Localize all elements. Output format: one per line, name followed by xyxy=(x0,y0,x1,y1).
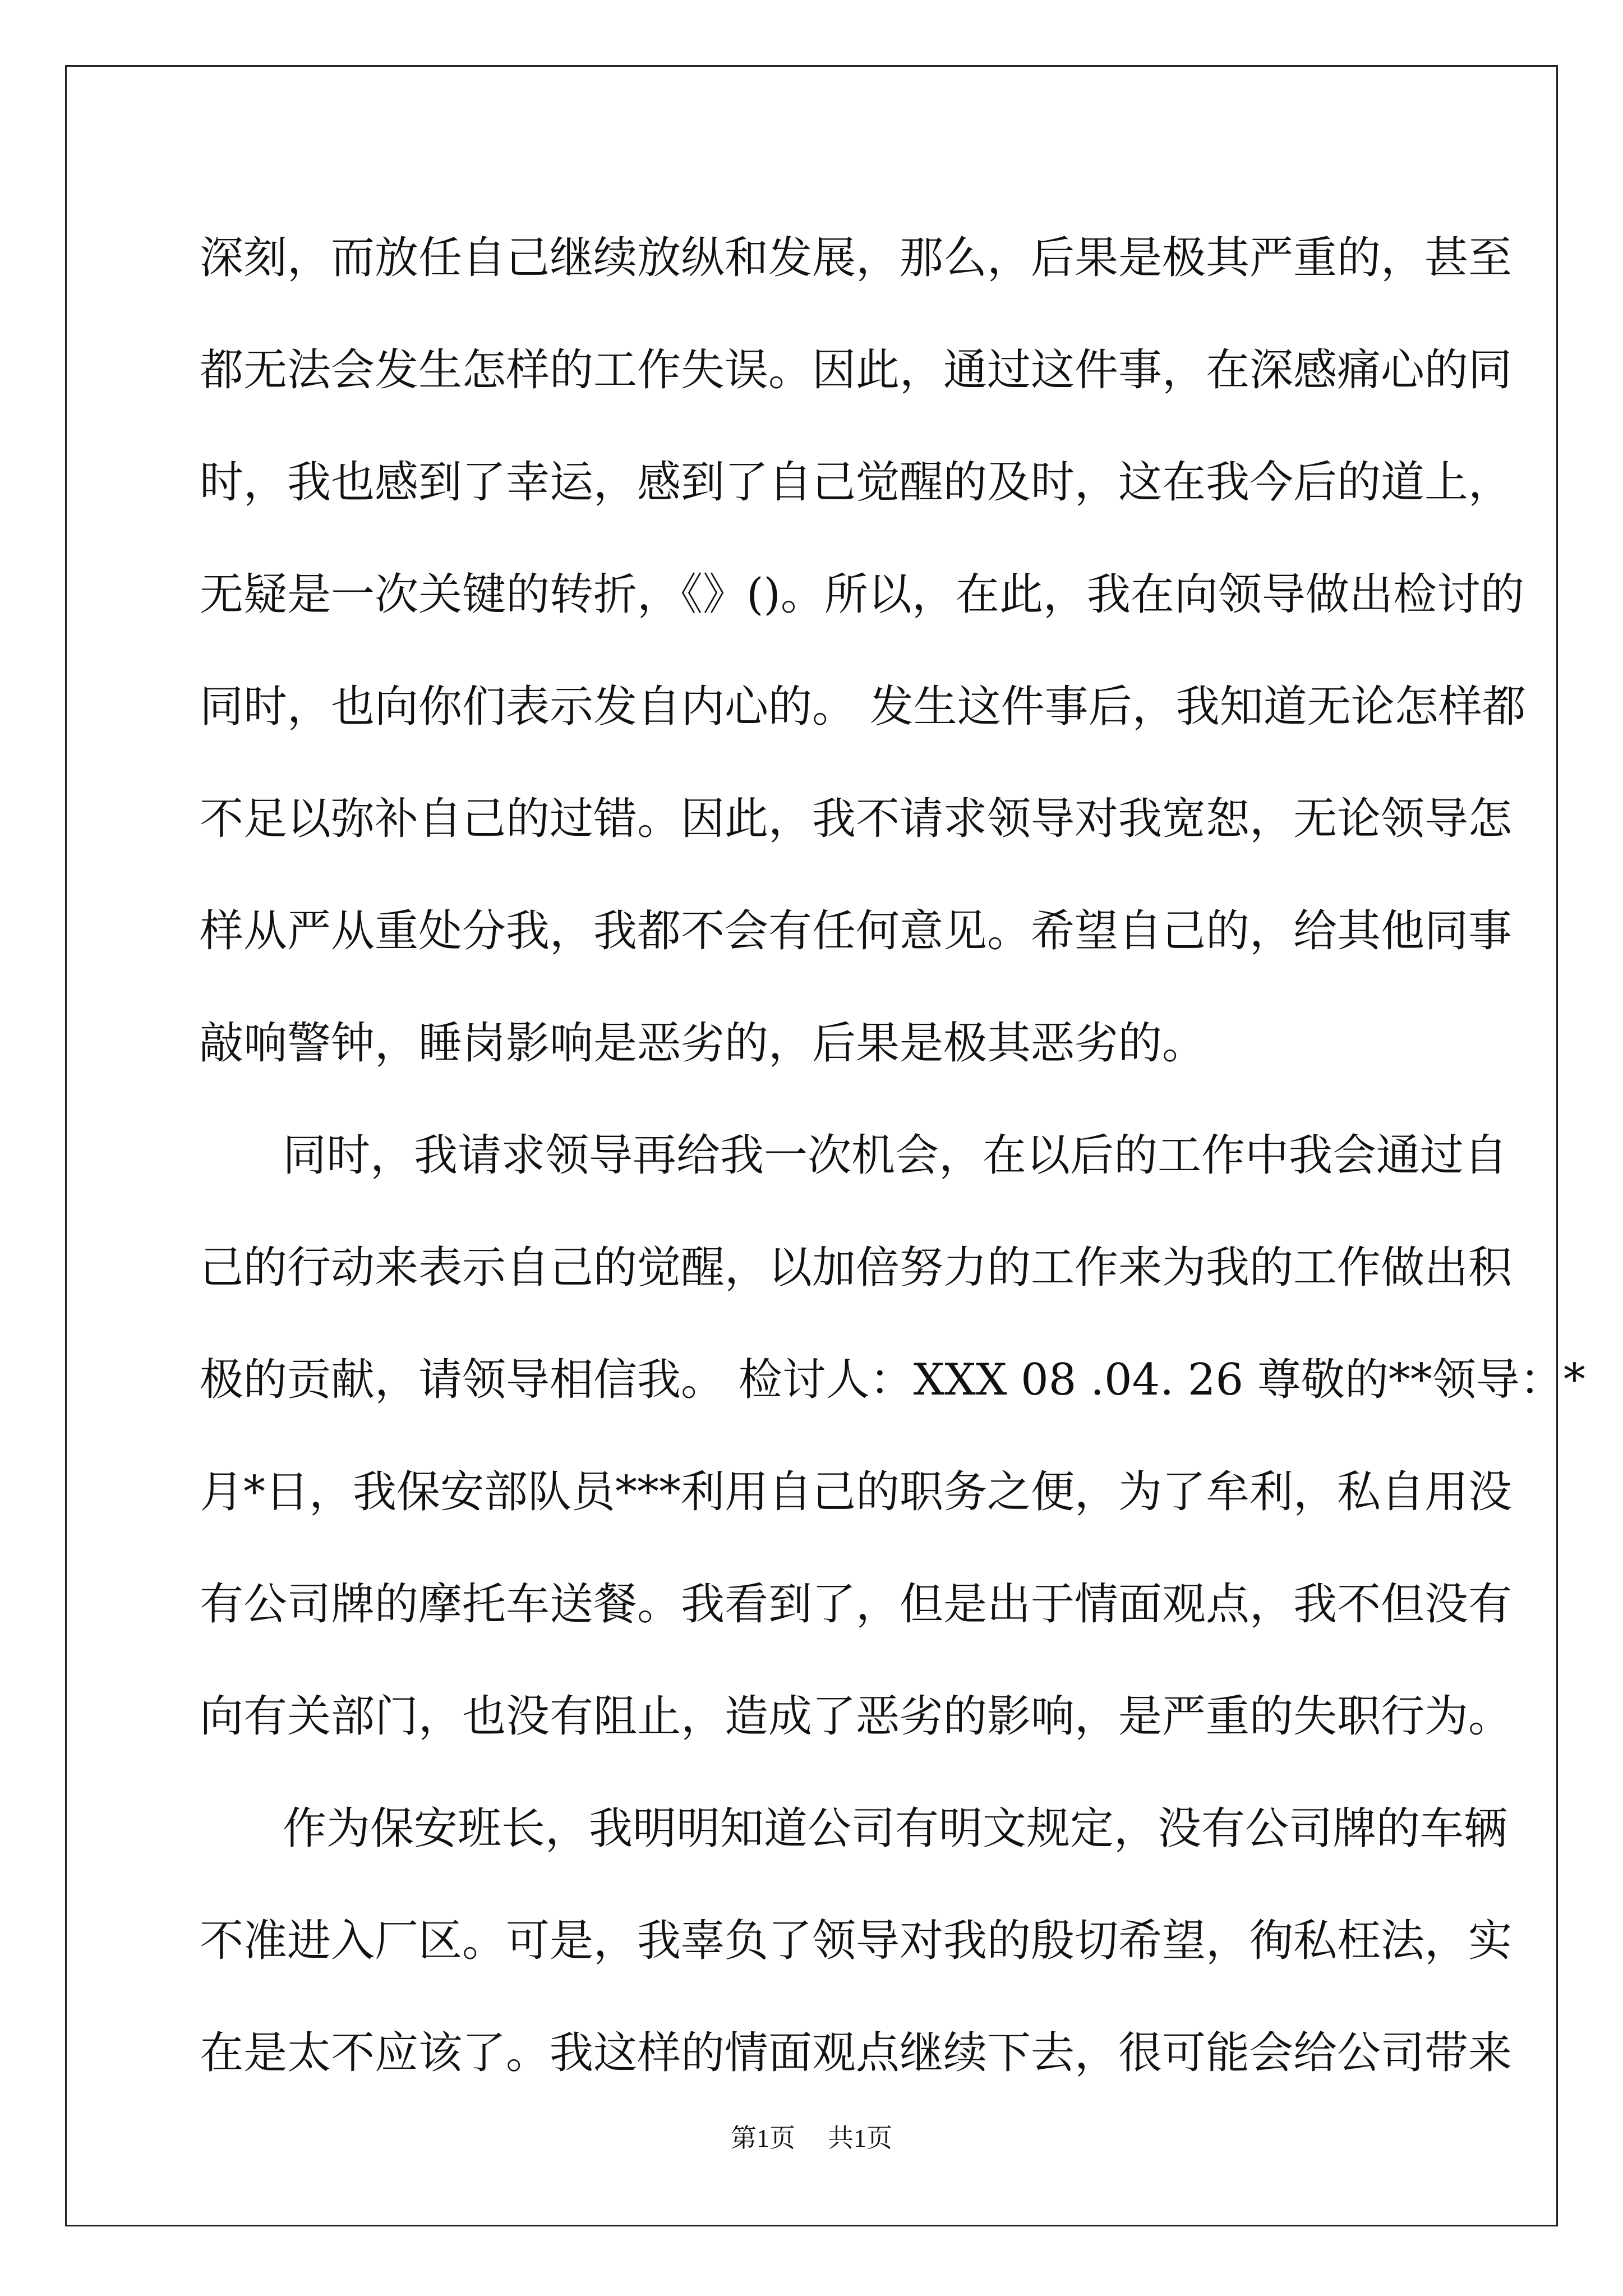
text-line: 向有关部门，也没有阻止，造成了恶劣的影响，是严重的失职行为。 xyxy=(200,1691,1513,1742)
page-footer xyxy=(0,2122,1623,2155)
text-line: 有公司牌的摩托车送餐。我看到了，但是出于情面观点，我不但没有 xyxy=(200,1579,1513,1630)
text-line: 时，我也感到了幸运，感到了自己觉醒的及时，这在我今后的道上， xyxy=(200,457,1513,508)
text-line: 作为保安班长，我明明知道公司有明文规定，没有公司牌的车辆 xyxy=(283,1803,1508,1854)
text-line: 样从严从重处分我，我都不会有任何意见。希望自己的，给其他同事 xyxy=(200,906,1513,956)
text-line: 极的贡献，请领导相信我。 检讨人：XXX 08 .04. 26 尊敬的**领导：* xyxy=(200,1355,1585,1405)
text-line: 都无法会发生怎样的工作失误。因此，通过这件事，在深感痛心的同 xyxy=(200,345,1513,395)
text-line: 深刻，而放任自己继续放纵和发展，那么，后果是极其严重的，甚至 xyxy=(200,233,1513,283)
text-line: 月*日，我保安部队员***利用自己的职务之便，为了牟利，私自用没 xyxy=(200,1467,1513,1517)
text-line: 无疑是一次关键的转折，《》()。所以，在此，我在向领导做出检讨的 xyxy=(200,569,1524,620)
document-body xyxy=(200,202,1585,2109)
text-line: 己的行动来表示自己的觉醒，以加倍努力的工作来为我的工作做出积 xyxy=(200,1243,1513,1293)
text-line: 不足以弥补自己的过错。因此，我不请求领导对我宽恕，无论领导怎 xyxy=(200,794,1513,844)
text-line: 敲响警钟，睡岗影响是恶劣的，后果是极其恶劣的。 xyxy=(200,1018,1206,1069)
text-line: 同时，我请求领导再给我一次机会，在以后的工作中我会通过自 xyxy=(283,1130,1508,1181)
text-line: 在是太不应该了。我这样的情面观点继续下去，很可能会给公司带来 xyxy=(200,2028,1513,2078)
page-number: 第1页 xyxy=(731,2124,795,2152)
page-total: 共1页 xyxy=(828,2124,892,2152)
text-line: 不准进入厂区。可是，我辜负了领导对我的殷切希望，徇私枉法，实 xyxy=(200,1916,1513,1966)
text-line: 同时，也向你们表示发自内心的。 发生这件事后，我知道无论怎样都 xyxy=(200,682,1526,732)
